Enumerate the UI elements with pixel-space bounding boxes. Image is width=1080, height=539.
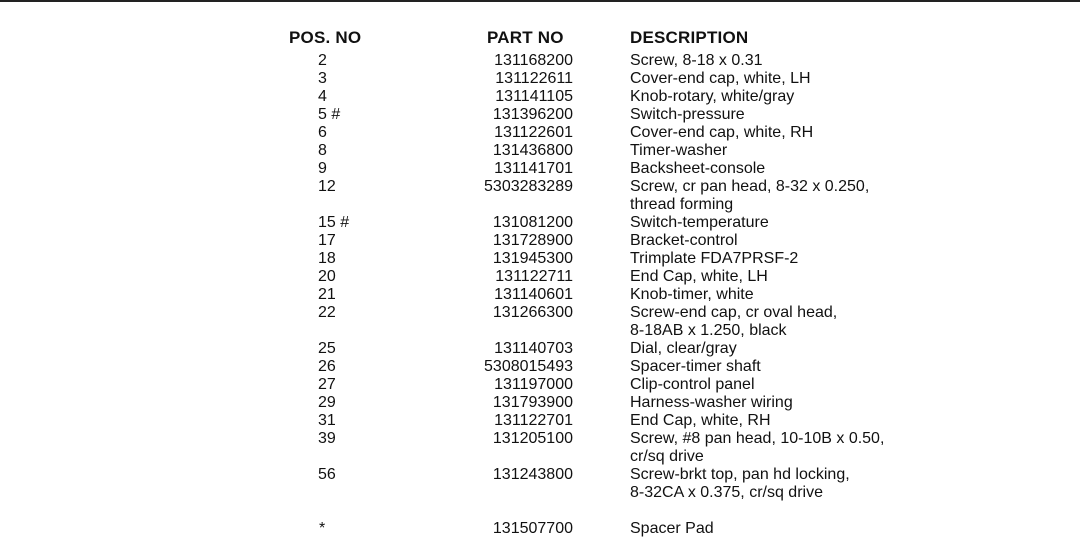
pos-no-cell: 2 [318,52,327,69]
table-row [0,412,1080,430]
pos-no-cell: 9 [318,160,327,177]
table-row [0,268,1080,286]
pos-no-cell: 17 [318,232,336,249]
pos-no-cell: 22 [318,304,336,321]
part-no-cell: 131141105 [495,88,573,105]
part-no-cell: 131266300 [492,304,573,321]
part-no-cell: 131396200 [492,106,573,123]
description-cell: Knob-timer, white [630,286,754,303]
pos-no-cell: 18 [318,250,336,267]
description-cell: Screw, #8 pan head, 10-10B x 0.50, cr/sq drive [630,430,885,465]
description-cell: Cover-end cap, white, RH [630,124,814,141]
description-cell: Spacer-timer shaft [630,358,761,375]
description-cell: Screw-end cap, cr oval head, 8-18AB x 1.250, black [630,304,838,339]
table-row [0,304,1080,339]
pos-no-cell: 15 # [318,214,350,231]
part-no-cell: 131122701 [494,412,573,429]
table-row [0,394,1080,412]
pos-no-cell: 25 [318,340,336,357]
description-cell: Dial, clear/gray [630,340,737,357]
part-no-cell: 131168200 [494,52,573,69]
description-cell: Bracket-control [630,232,738,249]
table-row [0,520,1080,538]
part-no-cell: 131507700 [492,520,573,537]
description-cell: End Cap, white, RH [630,412,771,429]
pos-no-cell: 29 [318,394,336,411]
pos-no-cell: 27 [318,376,336,393]
description-cell: Screw, cr pan head, 8-32 x 0.250, thread forming [630,178,870,213]
part-no-cell: 131140703 [494,340,573,357]
part-no-cell: 131122611 [495,70,573,87]
header-pos-no: POS. NO [289,28,362,47]
description-cell: End Cap, white, LH [630,268,768,285]
table-row [0,178,1080,213]
table-row [0,340,1080,358]
part-no-cell: 131141701 [494,160,573,177]
table-row [0,124,1080,142]
part-no-cell: 131728900 [492,232,573,249]
table-row [0,88,1080,106]
table-row [0,430,1080,465]
pos-no-cell: 56 [318,466,336,483]
pos-no-cell: 5 # [318,106,341,123]
table-row [0,70,1080,88]
pos-no-cell: 26 [318,358,336,375]
description-cell: Switch-pressure [630,106,745,123]
part-no-cell: 131793900 [492,394,573,411]
table-row [0,466,1080,501]
pos-no-cell: 6 [318,124,327,141]
pos-no-cell: 21 [318,286,336,303]
part-no-cell: 131197000 [494,376,573,393]
description-cell: Trimplate FDA7PRSF-2 [630,250,799,267]
description-cell: Harness-washer wiring [630,394,793,411]
part-no-cell: 131205100 [492,430,573,447]
part-no-cell: 131140601 [494,286,573,303]
description-cell: Screw-brkt top, pan hd locking, 8-32CA x 0.375, cr/sq drive [630,466,850,501]
part-no-cell: 131436800 [492,142,573,159]
header-description: DESCRIPTION [630,28,749,47]
description-cell: Spacer Pad [630,520,714,537]
pos-no-cell: 3 [318,70,327,87]
pos-no-cell: 20 [318,268,336,285]
table-row [0,52,1080,70]
table-row [0,214,1080,232]
table-row [0,358,1080,376]
pos-no-cell: * [319,520,326,537]
top-rule [0,0,1080,2]
description-cell: Screw, 8-18 x 0.31 [630,52,763,69]
pos-no-cell: 4 [318,88,327,105]
table-row [0,286,1080,304]
table-row [0,142,1080,160]
table-row [0,232,1080,250]
table-row [0,106,1080,124]
part-no-cell: 131081200 [492,214,573,231]
description-cell: Clip-control panel [630,376,755,393]
pos-no-cell: 8 [318,142,327,159]
table-row [0,376,1080,394]
description-cell: Timer-washer [630,142,728,159]
description-cell: Backsheet-console [630,160,766,177]
table-row [0,250,1080,268]
part-no-cell: 131122601 [494,124,573,141]
table-row [0,160,1080,178]
part-no-cell: 5303283289 [484,178,573,195]
pos-no-cell: 12 [318,178,336,195]
header-part-no: PART NO [487,28,564,47]
part-no-cell: 131122711 [495,268,573,285]
part-no-cell: 5308015493 [484,358,573,375]
description-cell: Switch-temperature [630,214,769,231]
description-cell: Knob-rotary, white/gray [630,88,795,105]
part-no-cell: 131243800 [492,466,573,483]
pos-no-cell: 31 [318,412,336,429]
part-no-cell: 131945300 [492,250,573,267]
pos-no-cell: 39 [318,430,336,447]
description-cell: Cover-end cap, white, LH [630,70,811,87]
